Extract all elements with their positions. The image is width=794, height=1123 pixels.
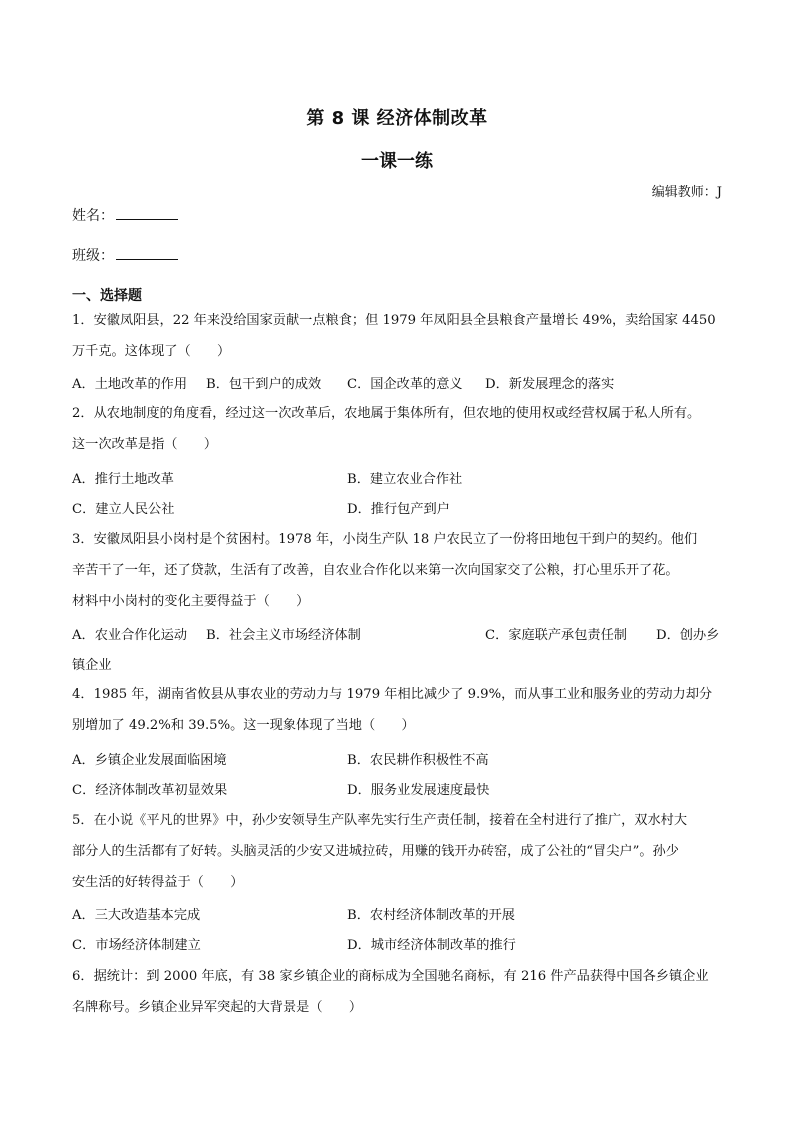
question-4 [72,679,724,741]
question-text: 1．安徽凤阳县，22 年来没给国家贡献一点粮食；但 1979 年凤阳县全县粮食产量增长 49%，卖给国家 4450 [72,313,716,328]
option-b[interactable]: B．社会主义市场经济体制 [206,628,361,643]
option-c[interactable]: C．经济体制改革初显效果 [72,783,228,798]
class-label: 班级： [72,248,114,264]
question-3 [72,524,724,617]
option-a[interactable]: A．三大改造基本完成 [72,908,201,923]
option-b[interactable]: B．建立农业合作社 [347,472,463,487]
question-5-options-row-2 [72,934,724,964]
option-c[interactable]: C．家庭联产承包责任制 [485,628,627,643]
question-text: 6．据统计：到 2000 年底，有 38 家乡镇企业的商标成为全国驰名商标，有 216 件产品获得中国各乡镇企业 [72,969,709,984]
question-text: 2．从农地制度的角度看，经过这一次改革后，农地属于集体所有，但农地的使用权或经营权属于私人所有。 [72,406,701,421]
name-label: 姓名： [72,208,114,224]
question-6 [72,961,724,1023]
option-a[interactable]: A．农业合作化运动 [72,628,188,643]
question-text: 5．在小说《平凡的世界》中，孙少安领导生产队率先实行生产责任制，接着在全村进行了推广，双水村大 [72,813,688,828]
page-subtitle: 一课一练 [361,151,433,172]
name-field [72,205,178,225]
question-1 [72,305,724,367]
question-4-options-row-1 [72,749,724,779]
option-d[interactable]: D．新发展理念的落实 [485,377,615,392]
option-c[interactable]: C．国企改革的意义 [347,377,463,392]
option-d-continued: 镇企业 [72,658,112,673]
question-text: 3．安徽凤阳县小岗村是个贫困村。1978 年，小岗生产队 18 户农民立了一份将田地包干到户的契约。他们 [72,532,698,547]
question-text: 名牌称号。乡镇企业异军突起的大背景是（ ） [72,1000,363,1015]
option-c[interactable]: C．市场经济体制建立 [72,938,201,953]
option-d[interactable]: D．城市经济体制改革的推行 [347,938,516,953]
section-heading: 一、选择题 [72,288,142,304]
question-text: 万千克。这体现了（ ） [72,344,231,359]
option-d[interactable]: D．服务业发展速度最快 [347,783,490,798]
option-c[interactable]: C．建立人民公社 [72,502,175,517]
question-text: 这一次改革是指（ ） [72,437,218,452]
class-blank[interactable] [116,245,178,260]
option-a[interactable]: A．推行土地改革 [72,472,174,487]
question-5-options-row-1 [72,904,724,934]
question-text: 部分人的生活都有了好转。头脑灵活的少安又进城拉砖，用赚的钱开办砖窑，成了公社的“冒尖户”。孙少 [72,844,679,859]
question-2 [72,398,724,460]
question-text: 别增加了 49.2%和 39.5%。这一现象体现了当地（ ） [72,718,415,733]
option-b[interactable]: B．包干到户的成效 [206,377,322,392]
question-text: 4．1985 年，湖南省攸县从事农业的劳动力与 1979 年相比减少了 9.9%，而从事工业和服务业的劳动力却分 [72,687,713,702]
question-2-options-row-1 [72,468,724,498]
option-b[interactable]: B．农村经济体制改革的开展 [347,908,515,923]
page-title: 第 8 课 经济体制改革 [306,108,488,129]
question-text: 安生活的好转得益于（ ） [72,875,244,890]
option-a[interactable]: A．乡镇企业发展面临困境 [72,753,227,768]
question-3-options [72,624,724,654]
option-d[interactable]: D．创办乡 [656,628,720,643]
option-b[interactable]: B．农民耕作积极性不高 [347,753,489,768]
question-text: 材料中小岗村的变化主要得益于（ ） [72,594,310,609]
class-field [72,245,178,265]
option-a[interactable]: A．土地改革的作用 [72,377,188,392]
editor-note: 编辑教师：J [651,185,722,200]
question-5 [72,805,724,898]
name-blank[interactable] [116,205,178,220]
option-d[interactable]: D．推行包产到户 [347,502,450,517]
question-text: 辛苦干了一年，还了贷款，生活有了改善，自农业合作化以来第一次向国家交了公粮，打心里乐开了花。 [72,563,679,578]
